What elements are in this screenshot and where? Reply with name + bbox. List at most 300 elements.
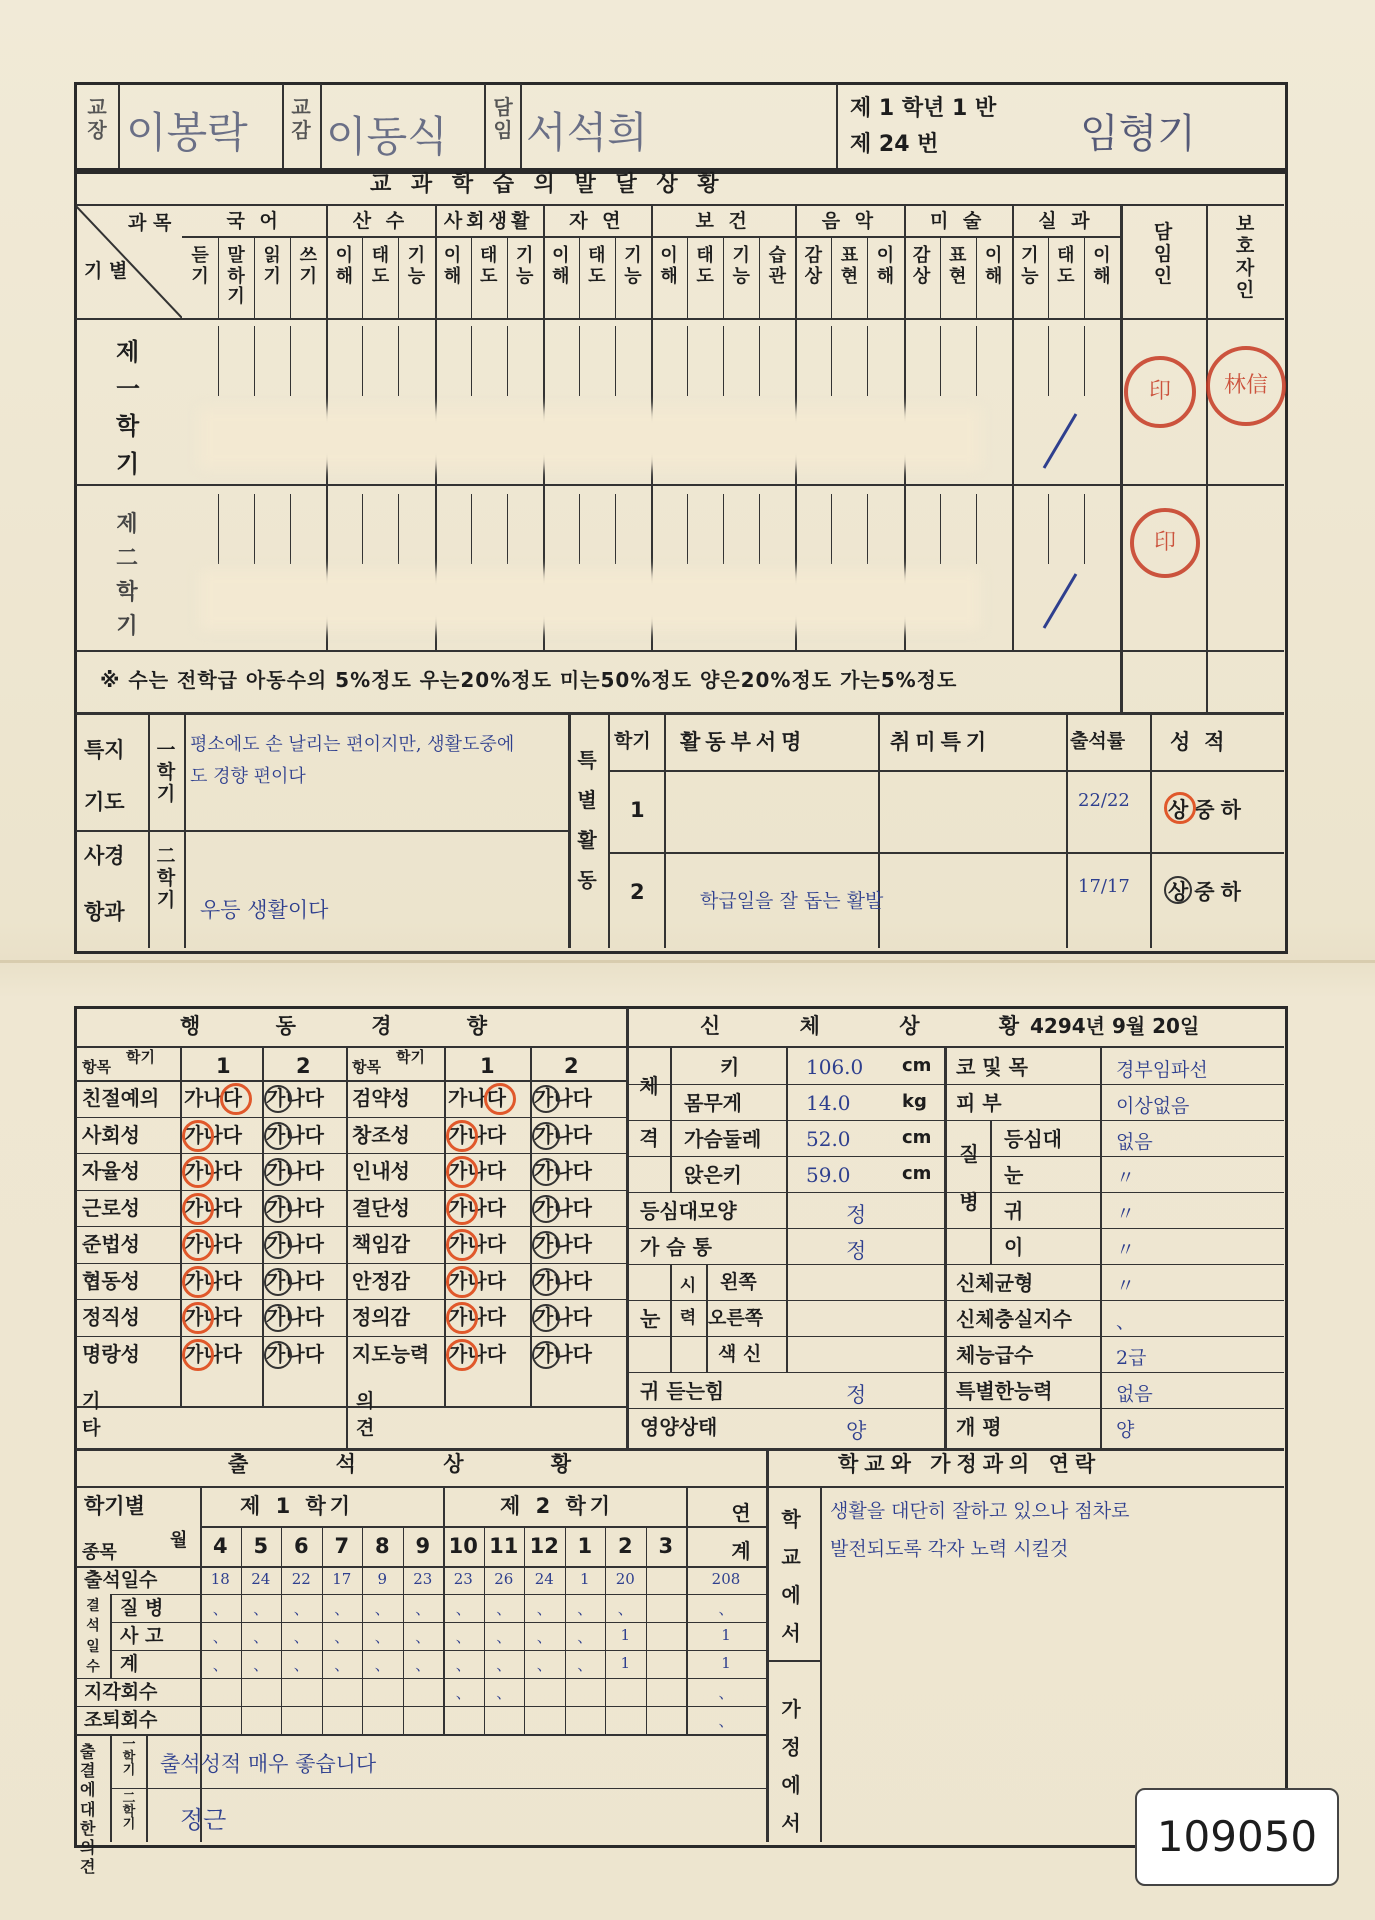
att-month: 6 bbox=[293, 1534, 309, 1558]
special-row1-attend: 22/22 bbox=[1078, 790, 1130, 811]
ink-mark-circle bbox=[264, 1341, 292, 1369]
behavior-scale-1: 가나다 bbox=[448, 1159, 506, 1183]
att-line bbox=[76, 1734, 766, 1736]
behavior-scale-1: 가나다 bbox=[448, 1122, 506, 1147]
item-divider bbox=[507, 238, 508, 318]
orange-mark-circle bbox=[182, 1156, 214, 1188]
subject-item: 듣기 bbox=[191, 245, 209, 287]
grade-cell-line bbox=[398, 326, 399, 396]
ink-mark-circle bbox=[264, 1085, 292, 1113]
ink-mark-circle bbox=[264, 1304, 292, 1332]
att-row-line bbox=[110, 1594, 766, 1595]
behavior-scale-1: 가나다 bbox=[184, 1341, 242, 1366]
att-month: 10 bbox=[448, 1534, 478, 1558]
ink-mark-circle bbox=[532, 1085, 560, 1113]
att-value: 、 bbox=[293, 1600, 309, 1618]
att-month: 1 bbox=[577, 1534, 593, 1558]
behavior-scale-1: 가나다 bbox=[448, 1341, 506, 1366]
body-right-value: 〃 bbox=[1116, 1167, 1136, 1189]
att-value: 22 bbox=[291, 1570, 311, 1588]
behavior-scale-2: 가나다 bbox=[266, 1268, 324, 1293]
term1-label: 제一학기 bbox=[116, 338, 140, 478]
subject-name: 음 악 bbox=[821, 210, 878, 232]
redacted-grades-1 bbox=[200, 408, 980, 468]
body-col bbox=[990, 1120, 992, 1264]
att-value: 、 bbox=[293, 1628, 309, 1646]
grade-cell-line bbox=[218, 326, 219, 396]
orange-mark-circle bbox=[446, 1302, 478, 1334]
att-value: 、 bbox=[718, 1600, 734, 1618]
body-measure-label: 앉은키 bbox=[684, 1163, 742, 1187]
behavior-scale-2: 가나다 bbox=[266, 1232, 324, 1256]
behavior-scale-1: 가나다 bbox=[448, 1195, 506, 1220]
subject-item: 이해 bbox=[443, 245, 462, 287]
subject-item: 이해 bbox=[660, 245, 678, 287]
behavior-item: 준법성 bbox=[82, 1232, 140, 1256]
corner-left: 기 별 bbox=[84, 260, 128, 282]
body-right-value: 、 bbox=[1116, 1311, 1136, 1333]
teacher-seal-col: 담임인 bbox=[1153, 221, 1173, 287]
opinion-term1-text: 출석성적 매우 좋습니다 bbox=[160, 1752, 377, 1776]
body-frame-label: 체격 bbox=[639, 1074, 659, 1150]
att-value: 1 bbox=[579, 1570, 590, 1588]
behavior-scale-1: 가나다 bbox=[184, 1122, 242, 1147]
subject-item: 쓰기 bbox=[299, 245, 317, 287]
body-right-label: 특별한능력 bbox=[956, 1379, 1053, 1403]
att-value: 、 bbox=[718, 1712, 734, 1730]
color-vision-label: 색 신 bbox=[718, 1343, 762, 1365]
att-value: 208 bbox=[711, 1570, 741, 1588]
grade-cell-line bbox=[831, 494, 832, 564]
ink-mark-circle bbox=[532, 1122, 560, 1150]
item-divider bbox=[940, 238, 941, 318]
principal-label: 교장 bbox=[87, 95, 107, 142]
orange-mark-circle bbox=[182, 1229, 214, 1261]
guardian-seal-col: 보호자인 bbox=[1235, 213, 1255, 301]
att-corner-b: 월 bbox=[170, 1530, 188, 1551]
beh-row-line bbox=[76, 1190, 626, 1191]
special-row2-term: 2 bbox=[630, 880, 645, 904]
col-grade: 성적 bbox=[1170, 730, 1239, 754]
att-value: 、 bbox=[415, 1600, 431, 1618]
ink-mark-circle bbox=[532, 1195, 560, 1223]
behavior-item: 명랑성 bbox=[82, 1341, 140, 1366]
grade-cell-line bbox=[471, 326, 472, 396]
grade-cell-line bbox=[940, 494, 941, 564]
grade-cell-line bbox=[254, 326, 255, 396]
body-measure-value: 52.0 bbox=[806, 1127, 851, 1151]
behavior-opinion-label: 의견 bbox=[356, 1390, 375, 1439]
special-activity-label: 특별활동 bbox=[577, 748, 597, 892]
eye-col bbox=[670, 1264, 672, 1372]
beh-col bbox=[346, 1048, 348, 1448]
att-value: 、 bbox=[718, 1684, 734, 1702]
home-label: 가정에서 bbox=[781, 1697, 801, 1835]
att-month: 3 bbox=[658, 1534, 674, 1558]
redacted-grades-2 bbox=[200, 570, 980, 630]
grade-cell-line bbox=[218, 494, 219, 564]
att-line bbox=[110, 1788, 766, 1789]
att-value: 1 bbox=[620, 1654, 631, 1672]
special-row1-grade: 상중하 bbox=[1168, 798, 1247, 822]
orange-mark-circle bbox=[446, 1120, 478, 1152]
behavior-scale-1: 가나다 bbox=[448, 1305, 506, 1329]
eye-label: 눈 bbox=[640, 1307, 661, 1331]
beh-row-line bbox=[76, 1336, 626, 1337]
body-right-value: 2급 bbox=[1116, 1347, 1147, 1369]
body-right-label: 신체충실지수 bbox=[956, 1307, 1072, 1331]
body-measure-unit: cm bbox=[902, 1127, 932, 1148]
att-term2: 제 2 학기 bbox=[500, 1494, 615, 1518]
body-row-line bbox=[628, 1156, 1284, 1157]
body-right-value: 없음 bbox=[1116, 1383, 1153, 1405]
body-value: 정 bbox=[846, 1239, 867, 1263]
subject-name: 자 연 bbox=[569, 210, 625, 232]
left-eye-label: 왼쪽 bbox=[720, 1271, 757, 1293]
grade-cell-line bbox=[1048, 326, 1049, 396]
att-value: 、 bbox=[253, 1600, 269, 1618]
ink-mark-circle bbox=[532, 1268, 560, 1296]
item-divider bbox=[218, 238, 219, 318]
item-divider bbox=[831, 238, 832, 318]
remarks-term1-text-1: 평소에도 손 날리는 편이지만, 생활도중에 bbox=[190, 734, 515, 755]
subject-item: 습관 bbox=[768, 245, 786, 287]
item-divider bbox=[615, 238, 616, 318]
ink-mark-circle bbox=[264, 1268, 292, 1296]
behavior-scale-1: 가나다 bbox=[184, 1232, 242, 1256]
body-col bbox=[786, 1048, 788, 1264]
orange-mark-circle bbox=[182, 1266, 214, 1298]
body-right-label: 이 bbox=[1004, 1235, 1024, 1259]
item-divider bbox=[759, 238, 760, 318]
teacher-name: 서석희 bbox=[526, 108, 648, 157]
body-value: 정 bbox=[846, 1203, 867, 1227]
behavior-item: 창조성 bbox=[352, 1122, 410, 1147]
teacher-seal-1: 印 bbox=[1124, 356, 1196, 428]
grade-cell-line bbox=[976, 494, 977, 564]
att-value: 、 bbox=[374, 1600, 390, 1618]
orange-mark-circle bbox=[484, 1083, 516, 1115]
beh-col-item: 항목 bbox=[352, 1058, 381, 1076]
behavior-item: 협동성 bbox=[82, 1268, 140, 1293]
body-row-line bbox=[628, 1264, 1284, 1265]
behavior-item: 정직성 bbox=[82, 1305, 140, 1329]
orange-mark-circle bbox=[446, 1339, 478, 1371]
item-divider bbox=[976, 238, 977, 318]
att-col bbox=[110, 1594, 112, 1678]
grade-cell-line bbox=[940, 326, 941, 396]
remarks-label-c: 사경 bbox=[84, 844, 125, 868]
remarks-label-d: 항과 bbox=[84, 900, 125, 924]
att-row-label: 조퇴회수 bbox=[84, 1709, 158, 1731]
beh-term1: 1 bbox=[480, 1054, 495, 1078]
behavior-item: 정의감 bbox=[352, 1305, 410, 1329]
subject-item: 태도 bbox=[479, 245, 498, 287]
body-right-value: 없음 bbox=[1116, 1131, 1153, 1153]
att-value: 、 bbox=[496, 1684, 512, 1702]
body-right-label: 코 및 목 bbox=[956, 1055, 1028, 1079]
subject-item: 이해 bbox=[876, 245, 895, 287]
body-measure-value: 14.0 bbox=[806, 1091, 851, 1115]
body-label: 귀 듣는힘 bbox=[640, 1379, 725, 1403]
grade-cell-line bbox=[1048, 494, 1049, 564]
grade-cell-line bbox=[976, 326, 977, 396]
grade-cell-line bbox=[1084, 326, 1085, 396]
subject-name: 미 술 bbox=[929, 210, 986, 232]
liaison-title: 학교와 가정과의 연락 bbox=[838, 1452, 1102, 1476]
remarks-term1-text-2: 도 경향 편이다 bbox=[190, 766, 306, 787]
item-divider bbox=[723, 238, 724, 318]
att-value: 1 bbox=[721, 1654, 731, 1672]
att-value: 、 bbox=[415, 1628, 431, 1646]
subject-item: 감상 bbox=[804, 245, 823, 287]
behavior-item: 책임감 bbox=[352, 1232, 410, 1256]
subject-name: 보 건 bbox=[695, 210, 751, 232]
behavior-item: 근로성 bbox=[82, 1195, 140, 1220]
beh-row-line bbox=[76, 1117, 626, 1118]
behavior-scale-1: 가나다 bbox=[448, 1086, 506, 1110]
att-row-line bbox=[76, 1678, 766, 1679]
special-row2-grade: 상중하 bbox=[1168, 880, 1247, 904]
behavior-scale-1: 가나다 bbox=[184, 1195, 242, 1220]
behavior-scale-1: 가나다 bbox=[184, 1305, 242, 1329]
grade-cell-line bbox=[1084, 494, 1085, 564]
body-col bbox=[670, 1048, 672, 1192]
body-col bbox=[944, 1048, 947, 1448]
ink-mark-circle bbox=[264, 1158, 292, 1186]
vision-label: 시력 bbox=[679, 1276, 697, 1329]
grade-cell-line bbox=[398, 494, 399, 564]
body-label: 영양상태 bbox=[640, 1415, 718, 1439]
body-right-value: 〃 bbox=[1116, 1239, 1136, 1261]
item-divider bbox=[290, 238, 291, 318]
behavior-item: 인내성 bbox=[352, 1159, 410, 1183]
att-value: 20 bbox=[615, 1570, 635, 1588]
document-id-label: 109050 bbox=[1135, 1788, 1339, 1886]
special-row1-term: 1 bbox=[630, 798, 645, 822]
behavior-scale-2: 가나다 bbox=[534, 1159, 592, 1183]
absence-label: 결석일수 bbox=[86, 1598, 100, 1675]
class-info-1: 제 1 학년 1 반 bbox=[850, 96, 997, 121]
body-label: 등심대모양 bbox=[640, 1199, 737, 1223]
att-value: 、 bbox=[577, 1656, 593, 1674]
grade-cell-line bbox=[579, 326, 580, 396]
grade-cell-line bbox=[507, 494, 508, 564]
grade-cell-line bbox=[290, 494, 291, 564]
att-col-term: 학기별 bbox=[84, 1494, 145, 1518]
att-value: 1 bbox=[721, 1626, 731, 1644]
att-value: 、 bbox=[577, 1628, 593, 1646]
att-month: 8 bbox=[374, 1534, 390, 1558]
att-total: 연계 bbox=[731, 1501, 751, 1563]
orange-mark-circle bbox=[446, 1266, 478, 1298]
behavior-item: 결단성 bbox=[352, 1195, 410, 1220]
beh-term2: 2 bbox=[296, 1054, 311, 1078]
subject-item: 표현 bbox=[840, 245, 859, 287]
grade-cell-line bbox=[290, 326, 291, 396]
subject-item: 이해 bbox=[985, 245, 1003, 287]
grade-cell-line bbox=[615, 494, 616, 564]
grade-cell-line bbox=[687, 326, 688, 396]
att-row-label: 출석일수 bbox=[84, 1569, 158, 1591]
item-divider bbox=[867, 238, 868, 318]
subject-divider bbox=[1012, 206, 1014, 650]
att-month: 11 bbox=[489, 1534, 519, 1558]
grade-cell-line bbox=[831, 326, 832, 396]
grade-cell-line bbox=[507, 326, 508, 396]
att-value: 、 bbox=[334, 1628, 350, 1646]
check-mark-2 bbox=[1040, 572, 1080, 632]
grade-cell-line bbox=[579, 494, 580, 564]
fold-line bbox=[0, 960, 1375, 963]
body-row-line bbox=[628, 1336, 1284, 1337]
item-divider bbox=[1048, 238, 1049, 318]
att-value: 、 bbox=[455, 1656, 471, 1674]
att-value: 、 bbox=[455, 1600, 471, 1618]
behavior-scale-1: 가나다 bbox=[448, 1268, 506, 1293]
beh-row-line bbox=[76, 1153, 626, 1154]
body-measure-label: 몸무게 bbox=[684, 1091, 742, 1115]
subject-item: 태도 bbox=[696, 245, 714, 287]
body-col bbox=[1100, 1048, 1102, 1448]
att-value: 、 bbox=[212, 1628, 228, 1646]
body-measure-label: 가슴둘레 bbox=[684, 1127, 762, 1151]
behavior-scale-2: 가나다 bbox=[266, 1159, 324, 1183]
subject-item: 읽기 bbox=[263, 245, 281, 287]
body-row-line bbox=[628, 1372, 1284, 1373]
behavior-other-label: 기타 bbox=[82, 1390, 101, 1439]
check-mark-1 bbox=[1040, 412, 1080, 472]
att-value: 、 bbox=[253, 1628, 269, 1646]
body-right-value: 〃 bbox=[1116, 1203, 1136, 1225]
behavior-scale-2: 가나다 bbox=[534, 1305, 592, 1329]
beh-row-line bbox=[76, 1263, 626, 1264]
special-row2-dept: 학급일을 잘 돕는 활발 bbox=[700, 890, 884, 912]
body-right-label: 개 평 bbox=[956, 1415, 1002, 1439]
subject-item: 이해 bbox=[335, 245, 354, 287]
behavior-scale-2: 가나다 bbox=[266, 1305, 324, 1329]
att-month: 12 bbox=[529, 1534, 559, 1558]
behavior-scale-1: 가나다 bbox=[448, 1232, 506, 1256]
behavior-scale-2: 가나다 bbox=[266, 1341, 324, 1366]
att-value: 9 bbox=[377, 1570, 388, 1588]
att-line bbox=[76, 1566, 766, 1568]
behavior-scale-2: 가나다 bbox=[534, 1122, 592, 1147]
beh-row-line bbox=[76, 1226, 626, 1227]
grade-cell-line bbox=[759, 494, 760, 564]
beh-col-item: 항목 bbox=[82, 1058, 111, 1076]
item-divider bbox=[254, 238, 255, 318]
ink-mark-circle bbox=[264, 1122, 292, 1150]
ink-mark-circle bbox=[532, 1341, 560, 1369]
item-divider bbox=[362, 238, 363, 318]
col-hobby: 취미특기 bbox=[890, 730, 992, 754]
att-row-label: 계 bbox=[120, 1653, 139, 1675]
attendance-title: 출 석 상 황 bbox=[228, 1452, 612, 1476]
beh-head-line bbox=[76, 1080, 626, 1082]
subject-item: 이해 bbox=[552, 245, 570, 287]
att-value: 23 bbox=[413, 1570, 433, 1588]
att-value: 、 bbox=[577, 1600, 593, 1618]
grade-cell-line bbox=[471, 494, 472, 564]
remarks-term2-text: 우등 생활이다 bbox=[200, 898, 329, 922]
att-value: 24 bbox=[534, 1570, 554, 1588]
grade-cell-line bbox=[362, 326, 363, 396]
item-divider bbox=[687, 238, 688, 318]
grade-cell-line bbox=[615, 326, 616, 396]
eye-col bbox=[786, 1264, 788, 1372]
body-value: 정 bbox=[846, 1383, 867, 1407]
att-value: 、 bbox=[374, 1656, 390, 1674]
att-value: 、 bbox=[374, 1628, 390, 1646]
att-corner-a: 종목 bbox=[82, 1542, 117, 1563]
subject-name: 산 수 bbox=[352, 210, 409, 232]
class-info-2: 제 24 번 bbox=[850, 132, 939, 157]
att-value: 、 bbox=[334, 1656, 350, 1674]
body-right-label: 신체균형 bbox=[956, 1271, 1034, 1295]
behavior-item: 지도능력 bbox=[352, 1341, 430, 1366]
item-divider bbox=[471, 238, 472, 318]
remarks-term2: 二학기 bbox=[156, 845, 176, 911]
subject-item: 기능 bbox=[407, 245, 426, 287]
beh-col-term: 학기 bbox=[126, 1048, 155, 1066]
behavior-item: 친절예의 bbox=[82, 1086, 160, 1110]
behavior-scale-2: 가나다 bbox=[534, 1341, 592, 1366]
ink-mark-circle bbox=[532, 1158, 560, 1186]
body-value: 양 bbox=[846, 1419, 867, 1443]
behavior-scale-2: 가나다 bbox=[266, 1086, 324, 1110]
body-measure-value: 59.0 bbox=[806, 1163, 851, 1187]
att-value: 、 bbox=[253, 1656, 269, 1674]
att-row-line bbox=[110, 1622, 766, 1623]
behavior-scale-2: 가나다 bbox=[534, 1195, 592, 1220]
subject-item: 표현 bbox=[948, 245, 967, 287]
remarks-label-b: 기도 bbox=[84, 790, 125, 814]
att-row-label: 질 병 bbox=[120, 1597, 164, 1619]
remarks-label-a: 특지 bbox=[84, 738, 125, 762]
school-text-2: 발전되도록 각자 노력 시킬것 bbox=[830, 1538, 1069, 1560]
principal-name: 이봉락 bbox=[126, 108, 248, 157]
behavior-scale-2: 가나다 bbox=[534, 1232, 592, 1256]
grade-cell-line bbox=[867, 494, 868, 564]
academic-title: 교 과 학 습 의 발 달 상 황 bbox=[370, 172, 725, 197]
orange-mark-circle bbox=[446, 1193, 478, 1225]
att-value: 17 bbox=[332, 1570, 352, 1588]
att-value: 、 bbox=[536, 1628, 552, 1646]
subject-name: 실 과 bbox=[1038, 210, 1094, 232]
subject-item: 기능 bbox=[624, 245, 642, 287]
school-text-1: 생활을 대단히 잘하고 있으나 점차로 bbox=[830, 1500, 1130, 1522]
att-month: 4 bbox=[212, 1534, 228, 1558]
att-row-label: 사 고 bbox=[120, 1625, 164, 1647]
subject-item: 태도 bbox=[371, 245, 390, 287]
grade-circle-1 bbox=[1164, 792, 1196, 824]
body-measure-unit: cm bbox=[902, 1055, 932, 1076]
att-value: 23 bbox=[453, 1570, 473, 1588]
subject-item: 기능 bbox=[1021, 245, 1039, 287]
att-month: 2 bbox=[617, 1534, 633, 1558]
attendance-opinion-label: 출결에대한의견 bbox=[80, 1742, 96, 1877]
att-row-line bbox=[76, 1706, 766, 1707]
ink-mark-circle bbox=[264, 1231, 292, 1259]
beh-term1: 1 bbox=[216, 1054, 231, 1078]
orange-mark-circle bbox=[182, 1120, 214, 1152]
guardian-seal-1: 林信 bbox=[1206, 346, 1286, 426]
grade-cell-line bbox=[362, 494, 363, 564]
orange-mark-circle bbox=[446, 1156, 478, 1188]
att-line bbox=[76, 1486, 766, 1488]
grade-cell-line bbox=[254, 494, 255, 564]
